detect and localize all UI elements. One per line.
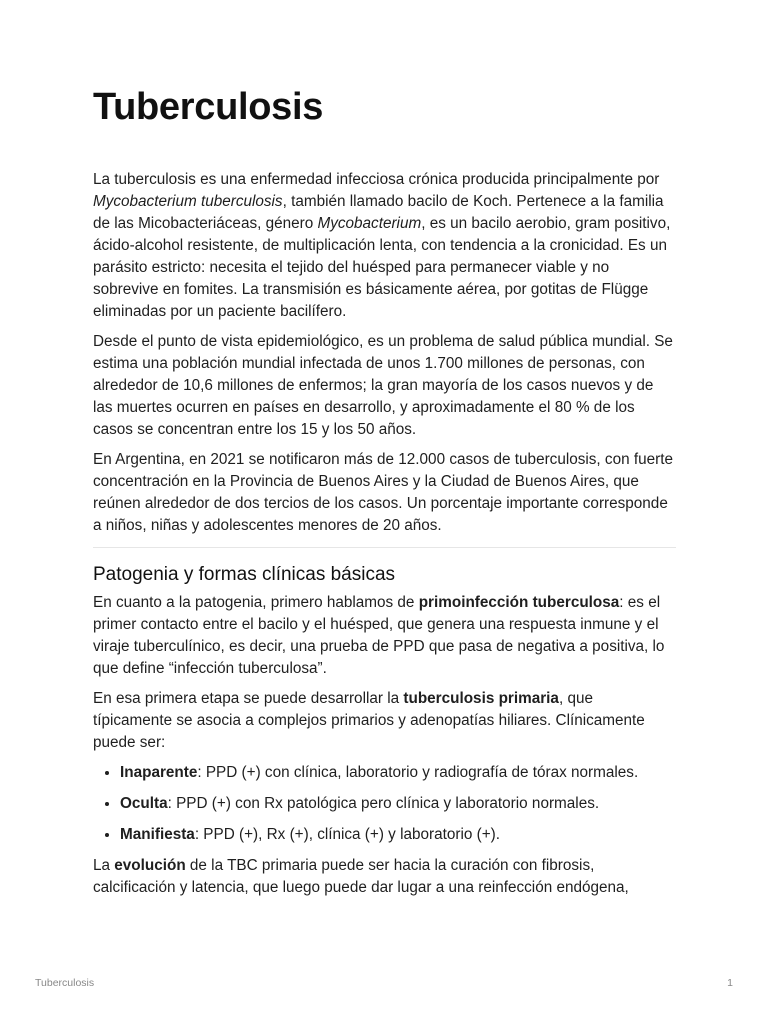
list-item xyxy=(120,824,676,846)
text-run: La xyxy=(93,857,115,874)
text-run: La tuberculosis es una enfermedad infecciosa crónica producida principalmente por xyxy=(93,171,660,188)
text-run: , también llamado bacilo de Koch. Pertenece a la familia de las Micobacteriáceas, género xyxy=(93,193,664,232)
intro-paragraph-3 xyxy=(93,449,676,537)
text-run: , es un bacilo aerobio, gram positivo, ácido-alcohol resistente, de multiplicación lenta, con tendencia a la cronicidad. Es un parásito estricto: necesita el tejido del huésped para permanecer viable y no sobrevive en fomites. La transmisión es básicamente aérea, por gotitas de Flügge eliminadas por un paciente bacilífero. xyxy=(93,215,671,320)
clinical-forms-list xyxy=(93,762,676,846)
text-run: Desde el punto de vista epidemiológico, es un problema de salud pública mundial. Se estima una población mundial infectada de unos 1.700 millones de personas, con alrededor de 10,6 millones de enfermos; la gran mayoría de los casos nuevos y de las muertes ocurren en países en desarrollo, y aproximadamente el 80 % de los casos se concentran entre los 15 y los 50 años. xyxy=(93,333,673,438)
text-run: : PPD (+) con Rx patológica pero clínica y laboratorio normales. xyxy=(167,795,600,812)
bold-term: primoinfección tuberculosa xyxy=(418,594,620,611)
text-run: : PPD (+), Rx (+), clínica (+) y laboratorio (+). xyxy=(194,826,500,843)
text-run: , que típicamente se asocia a complejos primarios y adenopatías hiliares. Clínicamente puede ser: xyxy=(93,690,645,751)
bold-term: Inaparente xyxy=(120,764,198,781)
text-run: : es el primer contacto entre el bacilo y el huésped, que genera una respuesta inmune y el viraje tuberculínico, es decir, una prueba de PPD que pasa de negativa a positiva, lo que define “infección tuberculosa”. xyxy=(93,594,665,677)
pathogenesis-paragraph-2 xyxy=(93,688,676,754)
section-heading: Patogenia y formas clínicas básicas xyxy=(93,564,396,585)
bold-term: Oculta xyxy=(120,795,168,812)
text-run: : PPD (+) con clínica, laboratorio y radiografía de tórax normales. xyxy=(197,764,639,781)
bold-term: evolución xyxy=(114,857,186,874)
text-run: En cuanto a la patogenia, primero hablamos de xyxy=(93,594,419,611)
page-title: Tuberculosis xyxy=(93,86,324,128)
footer-document-title: Tuberculosis xyxy=(35,977,95,989)
pathogenesis-section xyxy=(93,564,676,899)
list-item xyxy=(120,762,676,784)
text-run: En esa primera etapa se puede desarrollar la xyxy=(93,690,404,707)
bold-term: Manifiesta xyxy=(120,826,195,843)
document-page xyxy=(93,86,676,907)
text-run: de la TBC primaria puede ser hacia la curación con fibrosis, calcificación y latencia, que luego puede dar lugar a una reinfección endógena, xyxy=(93,857,629,896)
evolution-paragraph xyxy=(93,855,676,899)
italic-term: Mycobacterium tuberculosis xyxy=(93,193,283,210)
bold-term: tuberculosis primaria xyxy=(403,690,559,707)
footer-page-number: 1 xyxy=(727,977,733,989)
intro-section xyxy=(93,169,676,537)
intro-paragraph-2 xyxy=(93,331,676,441)
italic-term: Mycobacterium xyxy=(317,215,422,232)
intro-paragraph-1 xyxy=(93,169,676,323)
pathogenesis-paragraph-1 xyxy=(93,592,676,680)
section-divider xyxy=(93,547,676,548)
text-run: En Argentina, en 2021 se notificaron más de 12.000 casos de tuberculosis, con fuerte concentración en la Provincia de Buenos Aires y la Ciudad de Buenos Aires, que reúnen alrededor de dos tercios de los casos. Un porcentaje importante corresponde a niños, niñas y adolescentes menores de 20 años. xyxy=(93,451,673,534)
list-item xyxy=(120,793,676,815)
